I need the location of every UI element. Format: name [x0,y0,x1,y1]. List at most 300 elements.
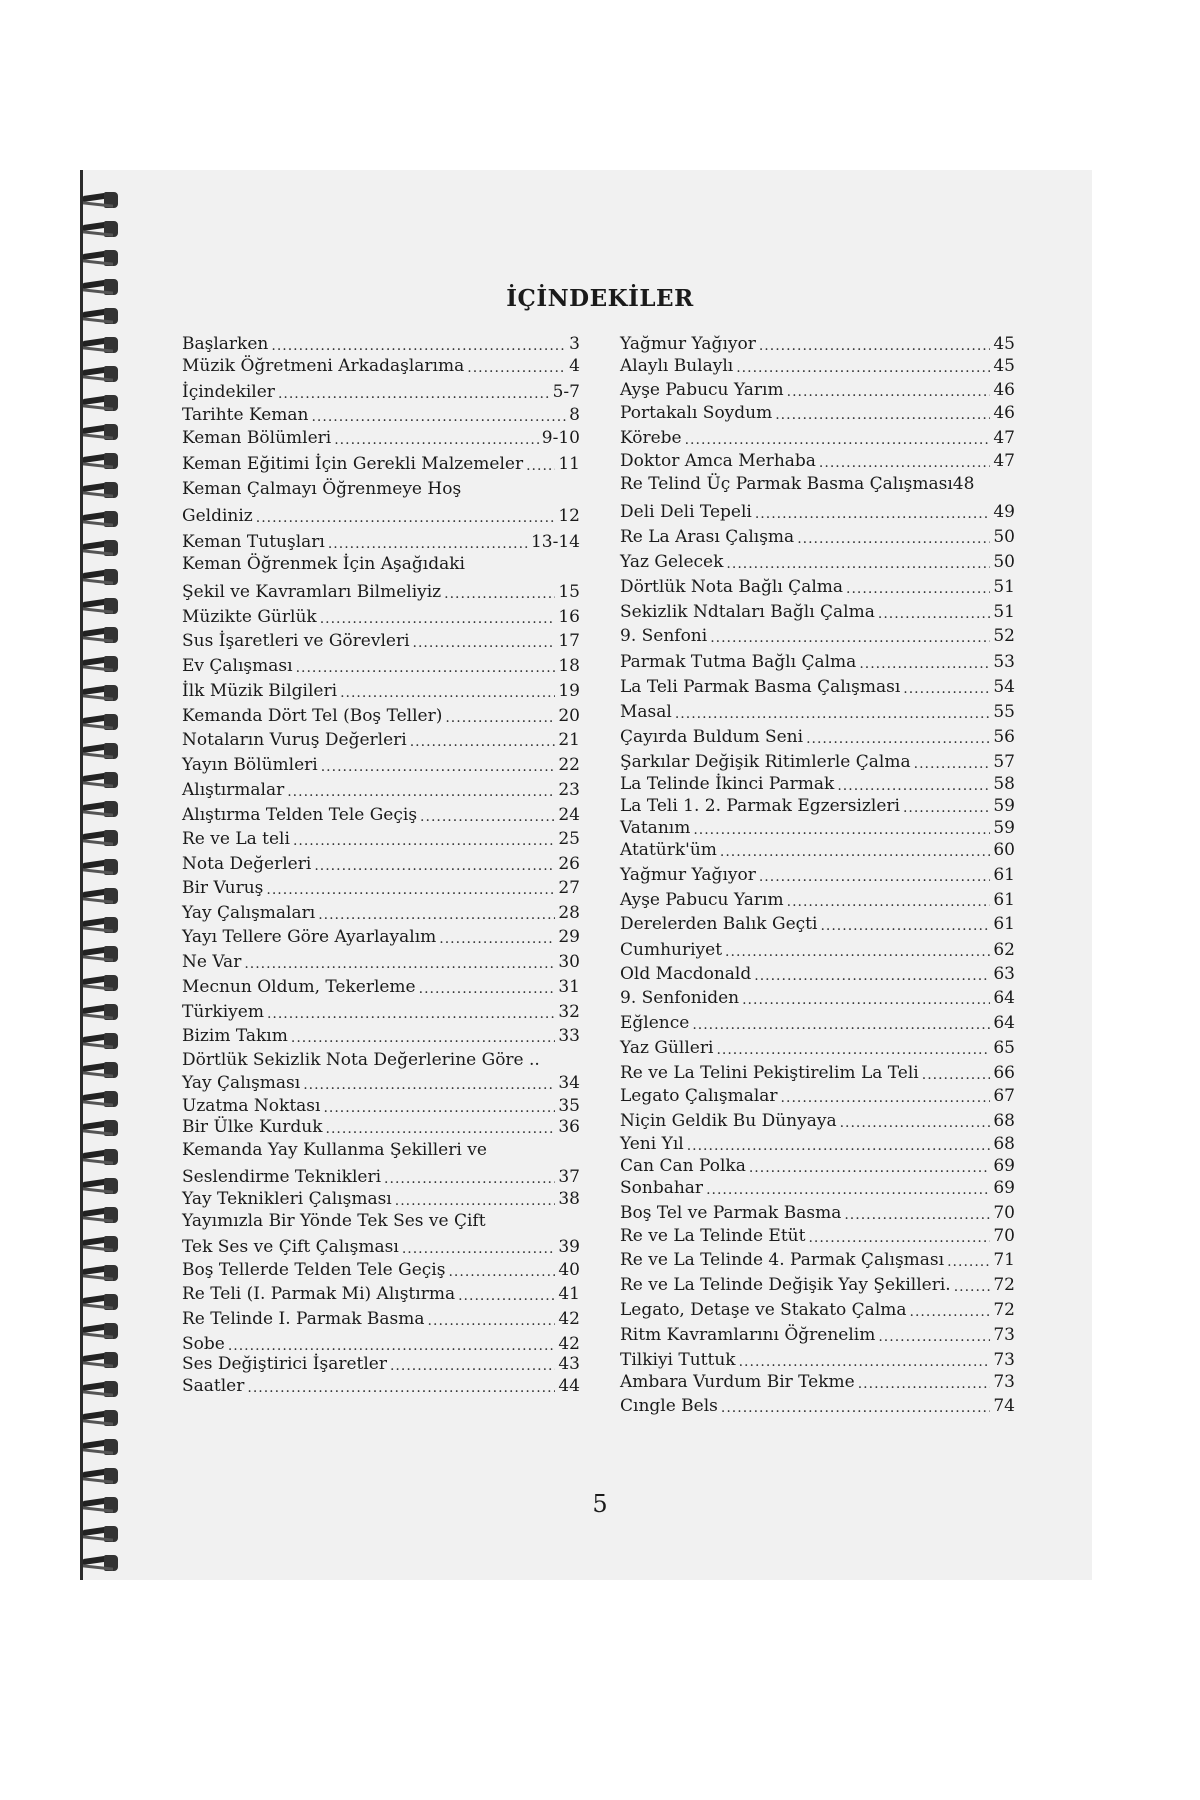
toc-entry-page: 38 [558,1189,580,1209]
dot-leader [413,636,556,650]
toc-entry [620,1374,1015,1391]
toc-entry-title: Eğlence [620,1013,690,1033]
toc-entry-page: 16 [558,607,580,627]
dot-leader [266,883,555,897]
dot-leader [685,433,991,447]
toc-entry-title: Cumhuriyet [620,940,723,960]
dot-leader [859,657,990,671]
spiral-coil [80,393,126,413]
dot-leader [878,1330,990,1344]
toc-entry [182,508,580,525]
toc-entry-page: 58 [993,774,1015,794]
spiral-coil [80,596,126,616]
toc-entry-page: 73 [993,1350,1015,1370]
dot-leader [954,1280,991,1294]
toc-entry-title: Re ve La Telinde Etüt [620,1226,806,1246]
toc-entry-title: Masal [620,702,672,722]
dot-leader [775,408,990,422]
toc-entry [620,729,1015,746]
toc-entry-page: 42 [558,1334,580,1354]
toc-entry-title: Tilkiyi Tuttuk [620,1350,736,1370]
spiral-coil [80,1553,126,1573]
toc-entry-title: Kemanda Dört Tel (Boş Teller) [182,706,443,726]
spiral-coil [80,422,126,442]
dot-leader [419,982,556,996]
dot-leader [742,993,990,1007]
toc-entry [620,358,1015,375]
spiral-coil [80,1205,126,1225]
toc-entry-title: Yay Çalışması [182,1073,301,1093]
toc-entry-page: 62 [993,940,1015,960]
toc-entry [620,1327,1015,1344]
dot-leader [787,895,991,909]
dot-leader [390,1359,555,1373]
dot-leader [303,1078,555,1092]
toc-entry [620,679,1015,696]
toc-entry-page: 45 [993,356,1015,376]
toc-entry-title: Niçin Geldik Bu Dünyaya [620,1111,837,1131]
toc-entry [620,1158,1015,1175]
toc-entry [620,966,1015,983]
toc-entry-page: 3 [569,334,580,354]
toc-entry [620,942,1015,959]
toc-entry-page: 5-7 [552,382,580,402]
toc-entry-title: Başlarken [182,334,269,354]
toc-entry [182,336,580,353]
toc-entry [620,1065,1015,1082]
dot-leader [819,456,990,470]
spiral-coil [80,1350,126,1370]
toc-entry-page: 73 [993,1372,1015,1392]
toc-entry-page: 36 [558,1117,580,1137]
toc-entry-title: Notaların Vuruş Değerleri [182,730,407,750]
dot-leader [692,1018,990,1032]
toc-entry [620,754,1015,771]
toc-entry-page: 30 [558,952,580,972]
toc-entry-title: 9. Senfoni [620,626,708,646]
toc-entry-page: 60 [993,840,1015,860]
dot-leader [467,361,566,375]
spiral-coil [80,1176,126,1196]
toc-entry-page: 54 [993,677,1015,697]
toc-entry-page: 15 [558,582,580,602]
dot-leader [781,1091,991,1105]
toc-entry-title: Portakalı Soydum [620,403,773,423]
dot-leader [736,361,990,375]
dot-leader [787,385,991,399]
toc-entry-page: 45 [993,334,1015,354]
dot-leader [844,1208,990,1222]
toc-entry-page: 43 [558,1354,580,1374]
dot-leader [720,845,990,859]
spiral-coil [80,190,126,210]
dot-leader [326,1122,556,1136]
dot-leader [754,969,990,983]
dot-leader [675,707,991,721]
toc-entry-title: Yaz Gelecek [620,552,724,572]
toc-entry-page: 17 [558,631,580,651]
toc-entry [620,1180,1015,1197]
toc-entry-title: Re ve La Telinde 4. Parmak Çalışması [620,1250,945,1270]
dot-leader [710,631,990,645]
spiral-coil [80,1234,126,1254]
toc-entry-page: 22 [558,755,580,775]
toc-entry [182,384,580,401]
toc-entry-title: Tek Ses ve Çift Çalışması [182,1237,399,1257]
toc-entry-title: Yayı Tellere Göre Ayarlayalım [182,927,437,947]
toc-entry-title: Müzik Öğretmeni Arkadaşlarıma [182,356,465,376]
toc-entry [620,529,1015,546]
dot-leader [922,1068,991,1082]
toc-entry-title: Bir Vuruş [182,878,264,898]
dot-leader [256,511,556,525]
toc-entry-page: 69 [993,1156,1015,1176]
spiral-coil [80,712,126,732]
toc-entry-page: 26 [558,854,580,874]
toc-entry-title: Legato, Detaşe ve Stakato Çalma [620,1300,907,1320]
toc-entry-page: 12 [558,506,580,526]
toc-entry-title: Yaz Gülleri [620,1038,714,1058]
dot-leader [296,661,556,675]
dot-leader [910,1305,991,1319]
toc-entry-page: 63 [993,964,1015,984]
toc-entry [182,407,580,424]
toc-entry-page: 42 [558,1309,580,1329]
toc-entry-title: 9. Senfoniden [620,988,740,1008]
spiral-coil [80,915,126,935]
toc-entry [620,1205,1015,1222]
toc-entry-page: 19 [558,681,580,701]
toc-entry-title: La Teli Parmak Basma Çalışması [620,677,901,697]
dot-leader [808,1231,990,1245]
spiral-coil [80,683,126,703]
toc-entry-title: Geldiniz [182,506,253,526]
toc-entry [182,1262,580,1279]
toc-entry [182,358,580,375]
toc-entry-page: 69 [993,1178,1015,1198]
toc-entry [620,892,1015,909]
toc-entry-title: Saatler [182,1376,245,1396]
toc-entry [182,1028,580,1045]
toc-entry [182,757,580,774]
toc-entry [182,1336,580,1353]
toc-entry [182,782,580,799]
toc-entry [620,504,1015,521]
toc-entry-page: 35 [558,1096,580,1116]
dot-leader [444,587,555,601]
spiral-coil [80,1437,126,1457]
toc-entry-title: Dörtlük Sekizlik Nota Değerlerine Göre .. [182,1050,540,1070]
toc-entry [620,1113,1015,1130]
toc-entry [620,867,1015,884]
toc-entry [182,979,580,996]
toc-entry [182,1052,580,1069]
toc-entry [182,534,580,551]
toc-entry [182,708,580,725]
toc-entry-page: 34 [558,1073,580,1093]
toc-entry [182,1286,580,1303]
toc-entry-title: Sobe [182,1334,225,1354]
spiral-coil [80,973,126,993]
toc-entry [182,880,580,897]
dot-leader [228,1339,556,1353]
toc-entry-title: Keman Çalmayı Öğrenmeye Hoş [182,479,462,499]
toc-entry-page: 18 [558,656,580,676]
toc-entry-title: Yayımızla Bir Yönde Tek Ses ve Çift [182,1211,486,1231]
toc-entry [620,476,1015,493]
toc-entry-page: 11 [558,454,580,474]
spiral-coil [80,1089,126,1109]
toc-entry-title: Re Teli (I. Parmak Mi) Alıştırma [182,1284,456,1304]
toc-entry-title: Uzatma Noktası [182,1096,321,1116]
toc-entry [620,990,1015,1007]
toc-entry [182,1356,580,1373]
toc-entry-title: Keman Eğitimi İçin Gerekli Malzemeler [182,454,524,474]
dot-leader [806,732,990,746]
dot-leader [334,433,539,447]
dot-leader [321,760,556,774]
spiral-coil [80,335,126,355]
toc-entry-page: 73 [993,1325,1015,1345]
dot-leader [725,945,990,959]
toc-entry-page: 46 [993,380,1015,400]
dot-leader [759,870,991,884]
toc-entry-title: Alıştırma Telden Tele Geçiş [182,805,418,825]
toc-entry-title: Yağmur Yağıyor [620,334,756,354]
toc-entry-page: 20 [558,706,580,726]
toc-entry-title: Yay Çalışmaları [182,903,316,923]
toc-entry-title: Deli Deli Tepeli [620,502,752,522]
spiral-coil [80,364,126,384]
toc-entry-title: Re ve La Telini Pekiştirelim La Teli [620,1063,919,1083]
toc-entry-title: Sonbahar [620,1178,704,1198]
toc-entry-title: Yayın Bölümleri [182,755,318,775]
toc-entry-page: 72 [993,1300,1015,1320]
toc-entry [182,658,580,675]
toc-entry-title: Atatürk'üm [620,840,717,860]
toc-entry-title: La Telinde İkinci Parmak [620,774,835,794]
toc-entry-title: Vatanım [620,818,691,838]
dot-leader [820,919,990,933]
toc-entry-title: Bir Ülke Kurduk [182,1117,323,1137]
toc-entry-page: 70 [993,1203,1015,1223]
toc-entry [620,1398,1015,1415]
dot-leader [878,607,990,621]
toc-entry-page: 47 [993,428,1015,448]
spiral-coil [80,857,126,877]
dot-leader [458,1289,555,1303]
toc-entry [182,807,580,824]
toc-entry-title: La Teli 1. 2. Parmak Egzersizleri [620,796,900,816]
toc-entry [182,1075,580,1092]
toc-entry [620,916,1015,933]
spiral-coil [80,886,126,906]
toc-entry-page: 65 [993,1038,1015,1058]
toc-entry [620,1352,1015,1369]
dot-leader [706,1183,990,1197]
toc-entry [182,1098,580,1115]
toc-entry [182,954,580,971]
toc-entry-title: Ayşe Pabucu Yarım [620,890,784,910]
spiral-coil [80,480,126,500]
toc-entry-page: 66 [993,1063,1015,1083]
toc-entry-title: Keman Bölümleri [182,428,332,448]
toc-entry-title: Doktor Amca Merhaba [620,451,816,471]
toc-entry [182,633,580,650]
toc-entry-page: 41 [558,1284,580,1304]
dot-leader [420,810,555,824]
toc-entry-title: Şarkılar Değişik Ritimlerle Çalma [620,752,911,772]
toc-entry [620,430,1015,447]
dot-leader [749,1161,991,1175]
toc-entry-title: Cıngle Bels [620,1396,718,1416]
toc-entry [620,842,1015,859]
toc-entry [182,430,580,447]
toc-entry-title: Old Macdonald [620,964,752,984]
dot-leader [318,908,555,922]
toc-entry [620,579,1015,596]
toc-entry [182,1169,580,1186]
toc-entry-title: Keman Tutuşları [182,532,325,552]
toc-entry-title: Alıştırmalar [182,780,285,800]
spiral-coil [80,1147,126,1167]
toc-entry [620,704,1015,721]
toc-entry [620,405,1015,422]
spiral-coil [80,219,126,239]
toc-entry-title: Yeni Yıl [620,1134,684,1154]
toc-entry [182,683,580,700]
dot-leader [858,1377,991,1391]
toc-entry-page: 50 [993,552,1015,572]
spiral-coil [80,1408,126,1428]
toc-entry-page: 28 [558,903,580,923]
toc-entry-page: 47 [993,451,1015,471]
toc-entry-title: Seslendirme Teknikleri [182,1167,382,1187]
spiral-coil [80,625,126,645]
dot-leader [278,387,550,401]
toc-entry-title: Tarihte Keman [182,405,309,425]
dot-leader [448,1265,555,1279]
toc-entry-page: 61 [993,890,1015,910]
toc-entry-title: İçindekiler [182,382,275,402]
dot-leader [287,785,555,799]
toc-entry-title: Re La Arası Çalışma [620,527,795,547]
toc-entry [182,1004,580,1021]
toc-entry-page: 68 [993,1111,1015,1131]
dot-leader [320,612,556,626]
toc-entry-title: Re ve La Telinde Değişik Yay Şekilleri. [620,1275,951,1295]
dot-leader [445,711,555,725]
toc-entry-page: 52 [993,626,1015,646]
spiral-coil [80,1060,126,1080]
toc-entry-page: 71 [993,1250,1015,1270]
toc-entry-page: 39 [558,1237,580,1257]
toc-entry-page: 31 [558,977,580,997]
toc-entry-page: 59 [993,796,1015,816]
toc-entry-title: Ev Çalışması [182,656,293,676]
dot-leader [340,686,555,700]
toc-entry [620,1136,1015,1153]
toc-entry [620,1040,1015,1057]
toc-entry-page: 51 [993,602,1015,622]
toc-entry-title: Bizim Takım [182,1026,288,1046]
toc-entry-title: Boş Tellerde Telden Tele Geçiş [182,1260,446,1280]
toc-entry-page: 57 [993,752,1015,772]
toc-entry [620,453,1015,470]
toc-entry-page: 23 [558,780,580,800]
spiral-coil [80,538,126,558]
toc-entry-page: 21 [558,730,580,750]
dot-leader [721,1401,990,1415]
spiral-coil [80,1524,126,1544]
toc-entry-page: 64 [993,988,1015,1008]
dot-leader [244,957,555,971]
toc-entry [620,1015,1015,1032]
toc-entry-page: 46 [993,403,1015,423]
toc-entry [620,654,1015,671]
spiral-coil [80,567,126,587]
dot-leader [314,859,555,873]
dot-leader [402,1242,556,1256]
spiral-coil [80,1263,126,1283]
dot-leader [267,1007,555,1021]
toc-entry-page: 68 [993,1134,1015,1154]
spiral-coil [80,451,126,471]
toc-entry-page: 55 [993,702,1015,722]
toc-entry [182,456,580,473]
toc-entry-title: Ne Var [182,952,242,972]
toc-entry-page: 72 [993,1275,1015,1295]
dot-leader [687,1139,991,1153]
dot-leader [726,557,990,571]
toc-entry-title: Can Can Polka [620,1156,746,1176]
spiral-coil [80,509,126,529]
toc-entry-title: Ambara Vurdum Bir Tekme [620,1372,855,1392]
dot-leader [271,339,566,353]
toc-entry-page: 25 [558,829,580,849]
dot-leader [293,834,555,848]
page-title: İÇİNDEKİLER [506,285,694,312]
toc-entry [620,1228,1015,1245]
dot-leader [837,779,990,793]
toc-entry [182,929,580,946]
toc-entry-title: Boş Tel ve Parmak Basma [620,1203,842,1223]
toc-entry-title: Parmak Tutma Bağlı Çalma [620,652,857,672]
toc-entry-page: 24 [558,805,580,825]
toc-entry [620,820,1015,837]
toc-entry [182,1213,580,1230]
toc-entry-page: 13-14 [530,532,580,552]
toc-entry-page: 56 [993,727,1015,747]
toc-entry [620,554,1015,571]
toc-entry [182,905,580,922]
toc-entry-title: Re ve La teli [182,829,290,849]
toc-entry [182,1378,580,1395]
toc-entry-title: Derelerden Balık Geçti [620,914,818,934]
dot-leader [759,339,991,353]
toc-entry [620,1302,1015,1319]
toc-entry-title: İlk Müzik Bilgileri [182,681,338,701]
spiral-coil [80,799,126,819]
toc-entry-page: 59 [993,818,1015,838]
toc-entry-page: 29 [558,927,580,947]
toc-entry-title: Ses Değiştirici İşaretler [182,1354,387,1374]
spiral-coil [80,828,126,848]
spiral-coil [80,1379,126,1399]
toc-entry-title: Keman Öğrenmek İçin Aşağıdaki [182,554,465,574]
toc-entry-page: 33 [558,1026,580,1046]
dot-leader [797,532,990,546]
